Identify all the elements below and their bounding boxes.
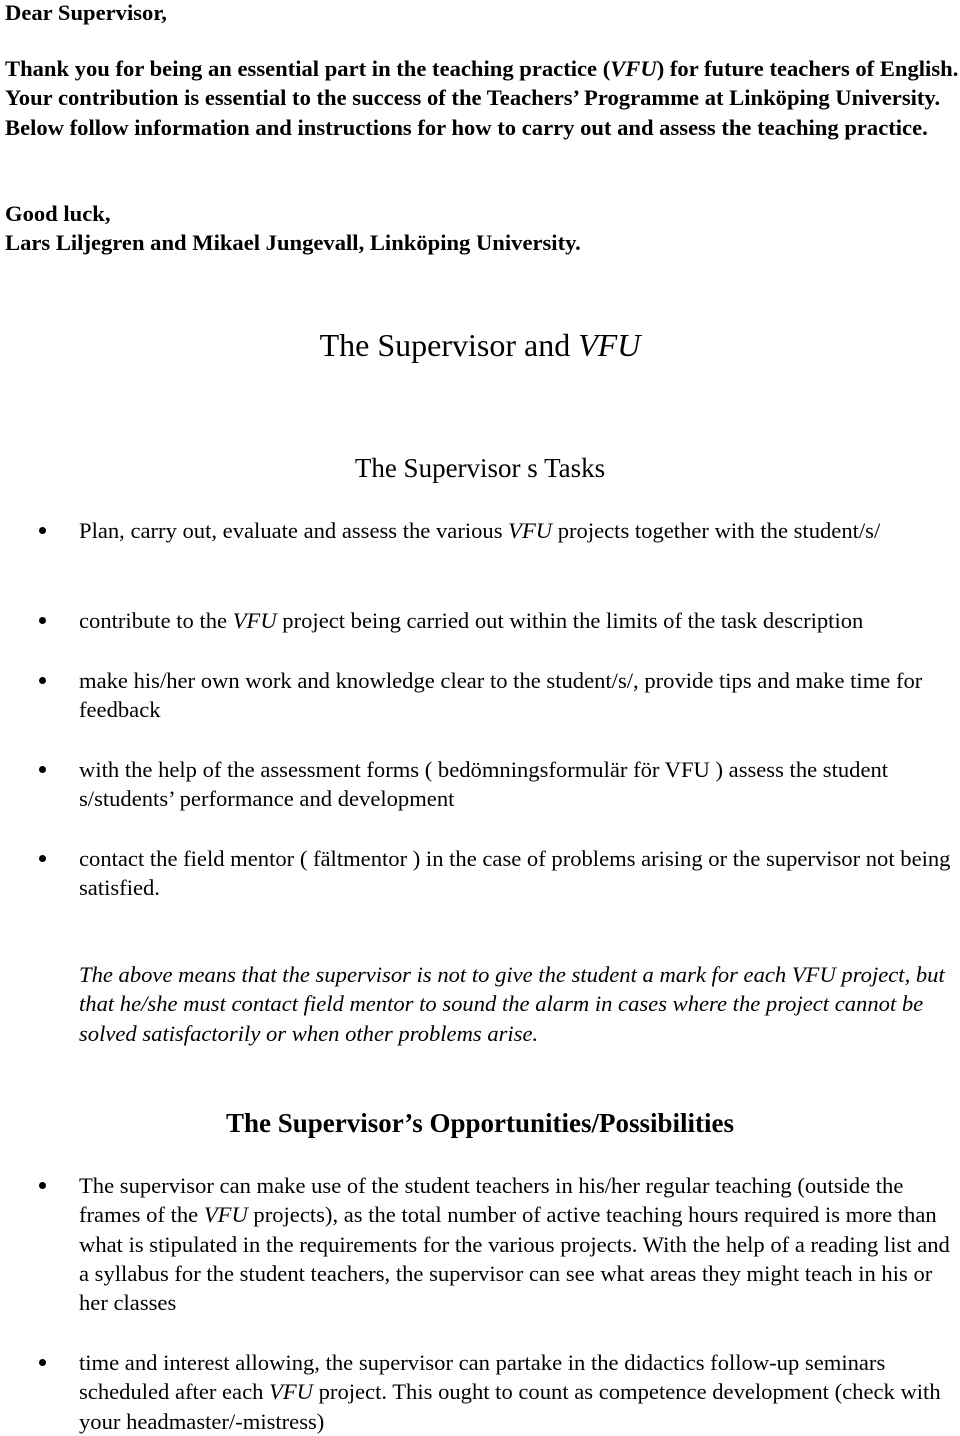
opportunity-text-vfu: VFU — [203, 1202, 248, 1228]
task-text-b: project being carried out within the limits of the task description — [276, 608, 864, 633]
task-text: make his/her own work and knowledge clear to the student/s/, provide tips and make time for feedback — [79, 668, 923, 723]
bullet-icon — [39, 527, 46, 534]
bullet-icon — [39, 1359, 46, 1366]
tasks-heading: The Supervisor s Tasks — [354, 453, 606, 483]
task-text: with the help of the assessment forms ( bedömningsformulär för VFU ) assess the student s/students’ performance and development — [79, 757, 889, 812]
task-text-a: Plan, carry out, evaluate and assess the various — [79, 518, 509, 543]
signoff-line-2: Lars Liljegren and Mikael Jungevall, Linköping University. — [5, 230, 581, 256]
signoff — [5, 199, 960, 258]
signoff-line-1: Good luck, — [5, 201, 111, 226]
task-text — [79, 606, 959, 635]
task-text-vfu: VFU — [508, 518, 553, 543]
main-heading-vfu: VFU — [578, 327, 641, 363]
opportunities-heading: The Supervisor’s Opportunities/Possibilities — [225, 1108, 735, 1138]
main-heading-prefix: The Supervisor and — [319, 327, 579, 363]
bullet-icon — [39, 855, 46, 862]
opportunity-text-b: project. This ought to count as competence development (check with your headmaster/-mistress) — [79, 1379, 941, 1434]
main-heading — [0, 326, 960, 364]
note-paragraph: The above means that the supervisor is not to give the student a mark for each VFU project, but that he/she must contact field mentor to sound the alarm in cases where the project cannot be solved satisfactorily or when other problems arise. — [79, 962, 945, 1046]
opportunity-text-a: time and interest allowing, the supervisor can partake in the didactics follow-up seminars scheduled after each — [79, 1350, 886, 1405]
bullet-icon — [39, 617, 46, 624]
opportunity-text — [79, 1348, 959, 1436]
bullet-icon — [39, 766, 46, 773]
task-text-a: contribute to the — [79, 608, 233, 633]
opportunity-text-vfu: VFU — [269, 1379, 313, 1405]
intro-text-b: ) for future teachers of English. Your contribution is essential to the success of the Teachers’ Programme at Linköping University. Below follow information and instructions for how to carry out and assess the teaching practice. — [5, 56, 959, 140]
intro-text-a: Thank you for being an essential part in the teaching practice ( — [5, 56, 611, 81]
bullet-icon — [39, 1182, 46, 1189]
task-text-vfu: VFU — [232, 608, 277, 633]
opportunity-text — [79, 1171, 959, 1317]
opportunity-text-a: The supervisor can make use of the student teachers in his/her regular teaching (outside the frames of the — [79, 1173, 904, 1228]
greeting: Dear Supervisor, — [5, 0, 167, 25]
intro-paragraph — [5, 54, 960, 142]
task-text-b: projects together with the student/s/ — [552, 518, 881, 543]
intro-vfu: VFU — [610, 56, 657, 81]
task-text: contact the field mentor ( fältmentor ) in the case of problems arising or the supervisor not being satisfied. — [79, 846, 951, 901]
task-text — [79, 516, 959, 545]
bullet-icon — [39, 677, 46, 684]
opportunity-text-b: projects), as the total number of active teaching hours required is more than what is stipulated in the requirements for the various projects. With the help of a reading list and a syllabus for the student teachers, the supervisor can see what areas they might teach in his or her classes — [79, 1202, 950, 1316]
